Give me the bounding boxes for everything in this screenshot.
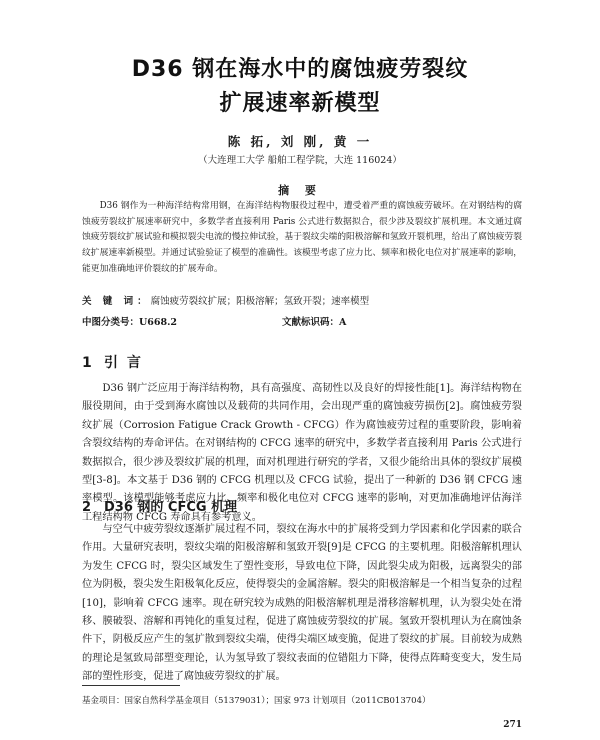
section-title: 引 言: [104, 355, 143, 371]
section-number: 1: [82, 355, 92, 371]
paper-title-line-1: D36 钢在海水中的腐蚀疲劳裂纹: [131, 57, 469, 82]
cfcg-mechanism-paragraph: 与空气中疲劳裂纹逐渐扩展过程不同，裂纹在海水中的扩展将受到力学因素和化学因素的联合作用。大量研究表明，裂纹尖端的阳极溶解和氢致开裂[9]是 CFCG 的主要机理。阳极溶解机理认为发生 CFCG 时，裂尖区域发生了塑性变形，导致电位下降，因此裂尖成为阳极，远离裂尖的部位为阴极，裂尖发生阳极氧化反应，使得裂尖的金属溶解。裂尖的阳极溶解是一个相当复杂的过程[10]，影响着 CFCG 速率。现在研究较为成熟的阳极溶解机理是滑移溶解机理，认为裂尖处在滑移、膜破裂、溶解和再钝化的重复过程，促进了腐蚀疲劳裂纹的扩展。氢致开裂机理认为在腐蚀条件下，阴极反应产生的氢扩散到裂纹尖端，使得尖端区域变脆，促进了裂纹的扩展。目前较为成熟的理论是氢致局部塑变理论，认为氢导致了裂纹表面的位错阻力下降，使得点阵畸变变大，发生局部的塑性形变，促进了腐蚀疲劳裂纹的扩展。: [82, 524, 522, 683]
classification-line: [82, 314, 522, 328]
page-number: 271: [503, 720, 522, 730]
funding-footnote: 基金项目：国家自然科学基金项目（51379031）；国家 973 计划项目（2011CB013704）: [82, 696, 431, 706]
footnote-divider: [82, 685, 180, 686]
abstract-heading: 摘 要: [278, 184, 322, 197]
clc-number: 中图分类号：U668.2: [82, 317, 178, 328]
document-code: 文献标识码：A: [282, 317, 347, 328]
section-title: D36 钢的 CFCG 机理: [104, 500, 238, 515]
paper-title-line-2: 扩展速率新模型: [219, 91, 381, 116]
keywords: [82, 295, 522, 309]
authors: 陈 拓, 刘 刚, 黄 一: [227, 134, 373, 149]
keywords-label: 关 键 词：: [82, 296, 151, 307]
section-number: 2: [82, 500, 92, 515]
introduction-paragraph: D36 钢广泛应用于海洋结构物，具有高强度、高韧性以及良好的焊接性能[1]。海洋结构物在服役期间，由于受到海水腐蚀以及载荷的共同作用，会出现严重的腐蚀疲劳损伤[2]。腐蚀疲劳裂纹扩展（Corrosion Fatigue Crack Growth - CFCG）作为腐蚀疲劳过程的重要阶段，影响着含裂纹结构的寿命评估。在对钢结构的 CFCG 速率的研究中，多数学者直接利用 Paris 公式进行数据拟合，很少涉及裂纹扩展的机理，面对机理进行研究的学者，又很少能给出具体的裂纹扩展模型[3-8]。本文基于 D36 钢的 CFCG 机理以及 CFCG 试验，提出了一种新的 D36 钢 CFCG 速率模型。该模型能够考虑应力比、频率和极化电位对 CFCG 速率的影响，对更加准确地评估海洋工程结构物 CFCG 寿命具有参考意义。: [82, 383, 522, 523]
affiliation: （大连理工大学 船舶工程学院，大连 116024）: [198, 155, 402, 166]
section-heading-cfcg-mechanism: [82, 496, 237, 515]
section-heading-introduction: [82, 352, 143, 372]
keywords-text: 腐蚀疲劳裂纹扩展；阳极溶解；氢致开裂；速率模型: [150, 296, 370, 307]
abstract-text: D36 钢作为一种海洋结构常用钢，在海洋结构物服役过程中，遭受着严重的腐蚀疲劳破坏。在对钢结构的腐蚀疲劳裂纹扩展速率研究中，多数学者直接利用 Paris 公式进行数据拟合，很少涉及裂纹扩展机理。本文通过腐蚀疲劳裂纹扩展试验和模拟裂尖电流的慢拉伸试验，基于裂纹尖端的阳极溶解和氢致开裂机理，给出了腐蚀疲劳裂纹扩展速率新模型。并通过试验验证了模型的准确性。该模型考虑了应力比、频率和极化电位对扩展速率的影响，能更加准确地评价裂纹的扩展寿命。: [82, 201, 522, 274]
